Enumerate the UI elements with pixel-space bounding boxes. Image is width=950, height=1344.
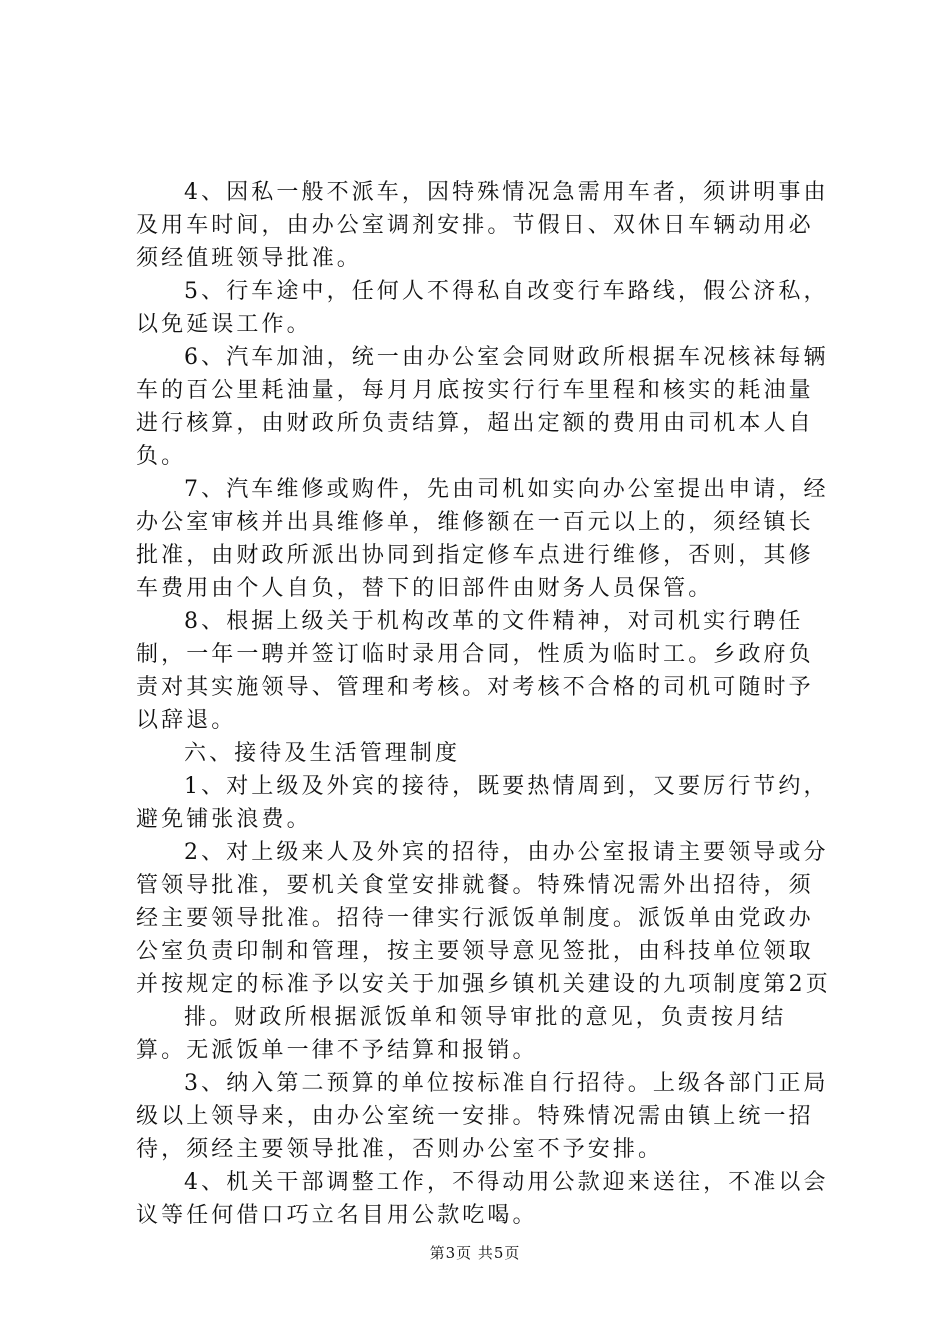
- paragraph-meal-settlement: 排。财政所根据派饭单和领导审批的意见，负责按月结算。无派饭单一律不予结算和报销。: [136, 1005, 787, 1063]
- paragraph-second-budget: 3、纳入第二预算的单位按标准自行招待。上级各部门正局级以上领导来，由办公室统一安排。特殊情况需由镇上统一招待，须经主要领导批准，否则办公室不予安排。: [136, 1071, 829, 1162]
- paragraph-vehicle-private-use: 4、因私一般不派车，因特殊情况急需用车者，须讲明事由及用车时间，由办公室调剂安排。节假日、双休日车辆动用必须经值班领导批准。: [136, 180, 829, 271]
- paragraph-route-change: 5、行车途中，任何人不得私自改变行车路线，假公济私，以免延误工作。: [136, 279, 829, 337]
- paragraph-driver-contract: 8、根据上级关于机构改革的文件精神，对司机实行聘任制，一年一聘并签订临时录用合同，性质为临时工。乡政府负责对其实施领导、管理和考核。对考核不合格的司机可随时予以辞退。: [136, 609, 814, 733]
- document-body: [136, 176, 836, 1232]
- paragraph-vehicle-repair: 7、汽车维修或购件，先由司机如实向办公室提出申请，经办公室审核并出具维修单，维修额在一百元以上的，须经镇长批准，由财政所派出协同到指定修车点进行维修，否则，其修车费用由个人自负，替下的旧部件由财务人员保管。: [136, 477, 829, 601]
- page-number-footer: 第3页 共5页: [429, 1244, 521, 1262]
- paragraph-refueling: 6、汽车加油，统一由办公室会同财政所根据车况核袜每辆车的百公里耗油量，每月月底按实行行车里程和核实的耗油量进行核算，由财政所负责结算，超出定额的费用由司机本人自负。: [136, 345, 829, 469]
- paragraph-public-funds: 4、机关干部调整工作，不得动用公款迎来送往，不准以会议等任何借口巧立名目用公款吃喝。: [136, 1170, 829, 1228]
- paragraph-meal-voucher: 2、对上级来人及外宾的招待，由办公室报请主要领导或分管领导批准，要机关食堂安排就餐。特殊情况需外出招待，须经主要领导批准。招待一律实行派饭单制度。派饭单由党政办公室负责印制和管理，按主要领导意见签批，由科技单位领取并按规定的标准予以安关于加强乡镇机关建设的九项制度第2页: [136, 840, 831, 997]
- paragraph-reception-thrift: 1、对上级及外宾的接待，既要热情周到，又要厉行节约，避免铺张浪费。: [136, 774, 829, 832]
- section-heading-reception: 六、接待及生活管理制度: [184, 741, 461, 766]
